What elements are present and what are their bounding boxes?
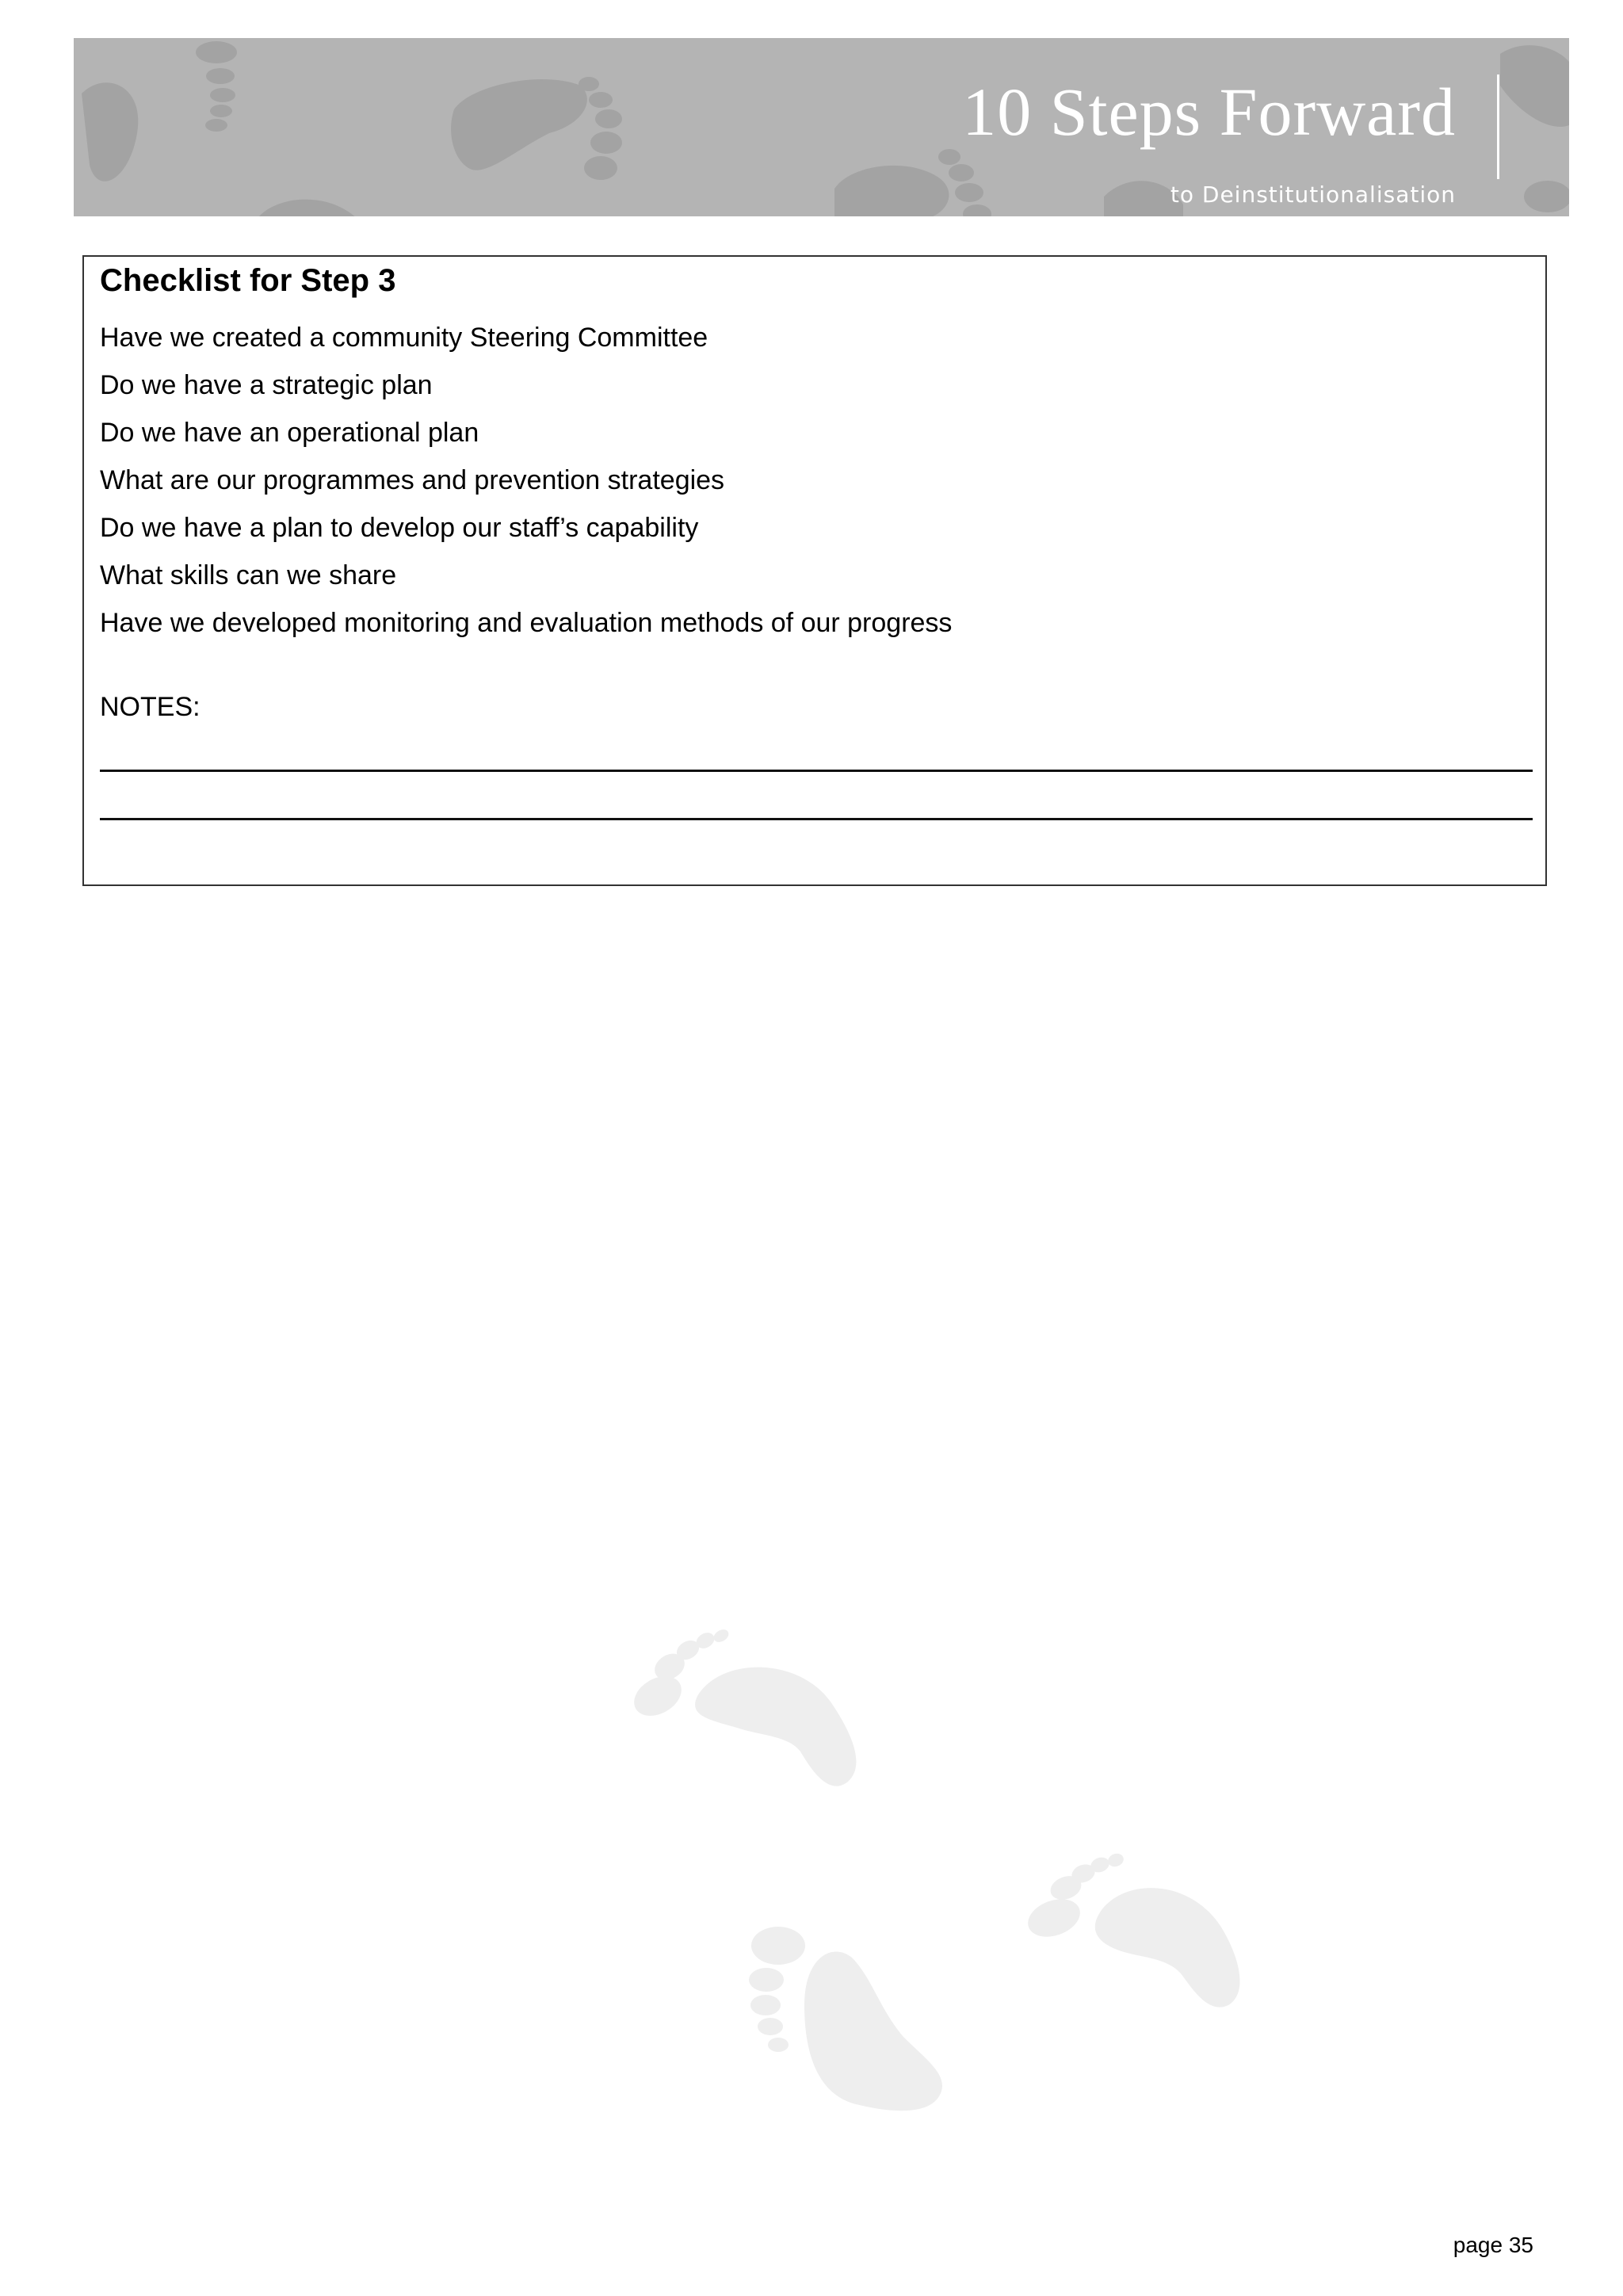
checklist-item: Do we have a plan to develop our staff’s capability	[100, 513, 699, 543]
notes-line	[100, 770, 1533, 772]
notes-label: NOTES:	[100, 692, 200, 722]
checklist-box	[82, 255, 1547, 886]
footprints-icon	[602, 1609, 1284, 2124]
banner-divider	[1497, 74, 1499, 179]
checklist-item: What skills can we share	[100, 560, 397, 590]
checklist-item: What are our programmes and prevention strategies	[100, 465, 725, 495]
notes-line	[100, 818, 1533, 820]
header-banner	[74, 38, 1569, 216]
checklist-items	[100, 314, 952, 647]
banner-subtitle: to Deinstitutionalisation	[1170, 181, 1456, 208]
checklist-title: Checklist for Step 3	[100, 263, 396, 298]
checklist-item: Have we developed monitoring and evaluation methods of our progress	[100, 608, 953, 638]
checklist-item: Do we have an operational plan	[100, 418, 479, 448]
page-number: page 35	[1453, 2233, 1533, 2257]
checklist-item: Do we have a strategic plan	[100, 370, 433, 400]
checklist-item: Have we created a community Steering Committee	[100, 323, 708, 353]
banner-title: 10 Steps Forward	[962, 74, 1456, 150]
